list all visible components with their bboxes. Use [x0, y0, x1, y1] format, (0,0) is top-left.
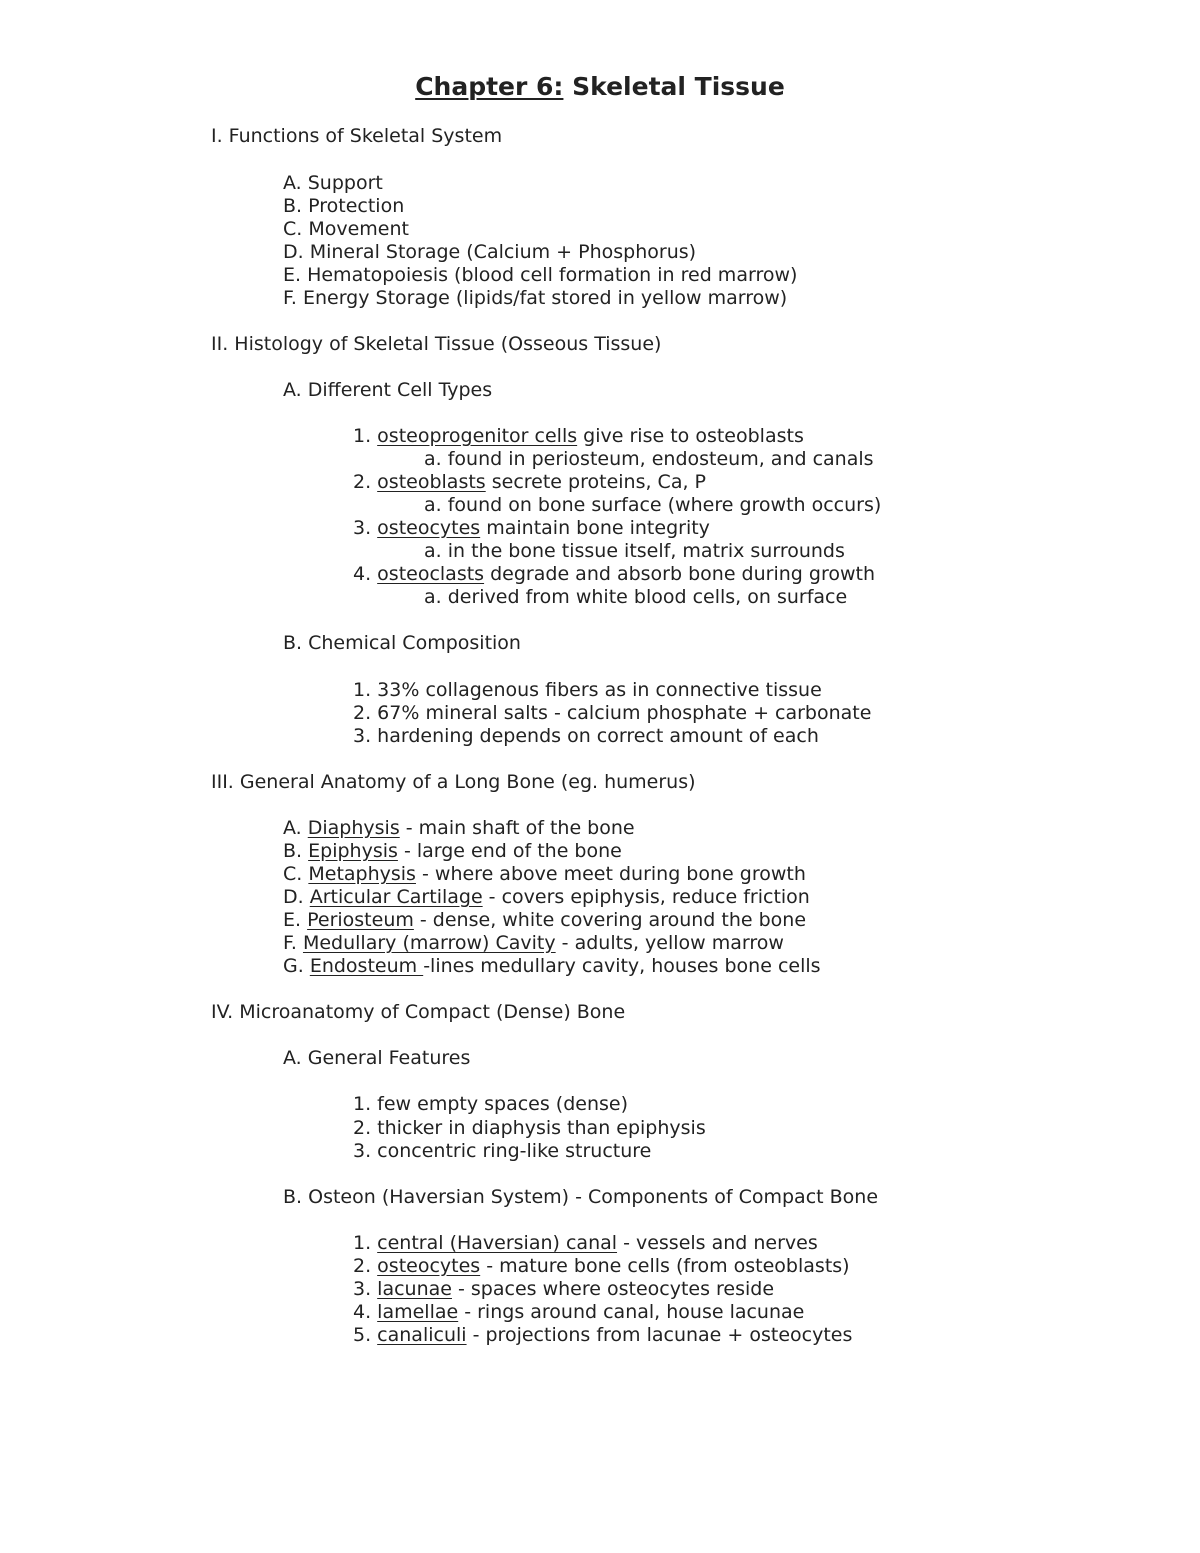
page-title: [0, 68, 1200, 106]
term: Diaphysis: [307, 817, 400, 839]
item-text: degrade and absorb bone during growth: [484, 563, 875, 585]
item-number: 4.: [353, 1301, 378, 1323]
item-text: maintain bone integrity: [480, 517, 710, 539]
term: Medullary (marrow) Cavity: [302, 932, 556, 954]
sub-item: a. found in periosteum, endosteum, and canals: [424, 448, 874, 470]
sub-item: a. derived from white blood cells, on surface: [424, 586, 848, 608]
item-text: - large end of the bone: [397, 840, 622, 862]
list-item: [353, 1232, 818, 1255]
term: Metaphysis: [308, 863, 416, 885]
list-item: [353, 1324, 852, 1347]
list-item: [353, 1301, 804, 1324]
chapter-label: Chapter 6:: [415, 72, 564, 101]
term: lacunae: [377, 1278, 452, 1300]
item-number: 2.: [353, 1255, 378, 1277]
list-item: E. Hematopoiesis (blood cell formation in red marrow): [283, 264, 798, 286]
list-item: 3. concentric ring-like structure: [353, 1140, 652, 1162]
list-item: 1. 33% collagenous fibers as in connective tissue: [353, 679, 822, 701]
section-heading-3: III. General Anatomy of a Long Bone (eg. humerus): [211, 771, 696, 793]
item-text: give rise to osteoblasts: [577, 425, 804, 447]
sub-item: a. found on bone surface (where growth occurs): [424, 494, 882, 516]
item-number: 1.: [353, 425, 378, 447]
item-text: - rings around canal, house lacunae: [458, 1301, 805, 1323]
list-item: A. Support: [283, 172, 383, 194]
subsection-heading: A. General Features: [283, 1047, 471, 1069]
item-number: 1.: [353, 1232, 378, 1254]
term: osteocytes: [377, 517, 481, 539]
item-number: B.: [283, 840, 309, 862]
list-item: 1. few empty spaces (dense): [353, 1093, 628, 1115]
list-item: [353, 1278, 774, 1301]
list-item: [353, 471, 706, 494]
list-item: [283, 909, 806, 932]
item-text: -lines medullary cavity, houses bone cells: [423, 955, 821, 977]
list-item: [353, 563, 875, 586]
term: Epiphysis: [308, 840, 398, 862]
item-text: secrete proteins, Ca, P: [485, 471, 707, 493]
item-text: - spaces where osteocytes reside: [451, 1278, 775, 1300]
item-number: C.: [283, 863, 309, 885]
list-item: [283, 955, 821, 978]
section-heading-4: IV. Microanatomy of Compact (Dense) Bone: [211, 1001, 626, 1023]
list-item: F. Energy Storage (lipids/fat stored in yellow marrow): [283, 287, 788, 309]
term: Periosteum: [307, 909, 414, 931]
item-number: F.: [283, 932, 303, 954]
item-text: - adults, yellow marrow: [555, 932, 784, 954]
list-item: 2. thicker in diaphysis than epiphysis: [353, 1117, 706, 1139]
item-number: 3.: [353, 517, 378, 539]
item-text: - main shaft of the bone: [399, 817, 635, 839]
list-item: 2. 67% mineral salts - calcium phosphate + carbonate: [353, 702, 872, 724]
item-text: - covers epiphysis, reduce friction: [482, 886, 810, 908]
item-text: - vessels and nerves: [617, 1232, 818, 1254]
term: canaliculi: [377, 1324, 467, 1346]
list-item: [353, 1255, 850, 1278]
item-number: 2.: [353, 471, 378, 493]
term: lamellae: [377, 1301, 459, 1323]
item-number: 5.: [353, 1324, 378, 1346]
list-item: C. Movement: [283, 218, 409, 240]
subsection-heading: B. Chemical Composition: [283, 632, 521, 654]
chapter-title: Skeletal Tissue: [563, 72, 785, 101]
term: osteoprogenitor cells: [377, 425, 578, 447]
list-item: 3. hardening depends on correct amount of each: [353, 725, 819, 747]
item-number: 4.: [353, 563, 378, 585]
item-number: D.: [283, 886, 310, 908]
item-text: - where above meet during bone growth: [415, 863, 806, 885]
section-heading-1: I. Functions of Skeletal System: [211, 125, 503, 147]
term: central (Haversian) canal: [377, 1232, 618, 1254]
section-heading-2: II. Histology of Skeletal Tissue (Osseous Tissue): [211, 333, 662, 355]
item-number: E.: [283, 909, 308, 931]
item-text: - projections from lacunae + osteocytes: [466, 1324, 853, 1346]
list-item: [283, 932, 784, 955]
term: Endosteum: [309, 955, 424, 977]
list-item: [283, 817, 635, 840]
list-item: [283, 840, 622, 863]
list-item: [353, 425, 804, 448]
list-item: [283, 886, 810, 909]
list-item: B. Protection: [283, 195, 405, 217]
item-text: - dense, white covering around the bone: [413, 909, 807, 931]
term: Articular Cartilage: [309, 886, 483, 908]
subsection-heading: B. Osteon (Haversian System) - Components of Compact Bone: [283, 1186, 879, 1208]
subsection-heading: A. Different Cell Types: [283, 379, 493, 401]
item-number: G.: [283, 955, 310, 977]
sub-item: a. in the bone tissue itself, matrix surrounds: [424, 540, 845, 562]
list-item: D. Mineral Storage (Calcium + Phosphorus): [283, 241, 697, 263]
item-number: A.: [283, 817, 308, 839]
term: osteoblasts: [377, 471, 486, 493]
list-item: [353, 517, 710, 540]
item-text: - mature bone cells (from osteoblasts): [480, 1255, 850, 1277]
term: osteocytes: [377, 1255, 481, 1277]
item-number: 3.: [353, 1278, 378, 1300]
term: osteoclasts: [377, 563, 485, 585]
list-item: [283, 863, 806, 886]
